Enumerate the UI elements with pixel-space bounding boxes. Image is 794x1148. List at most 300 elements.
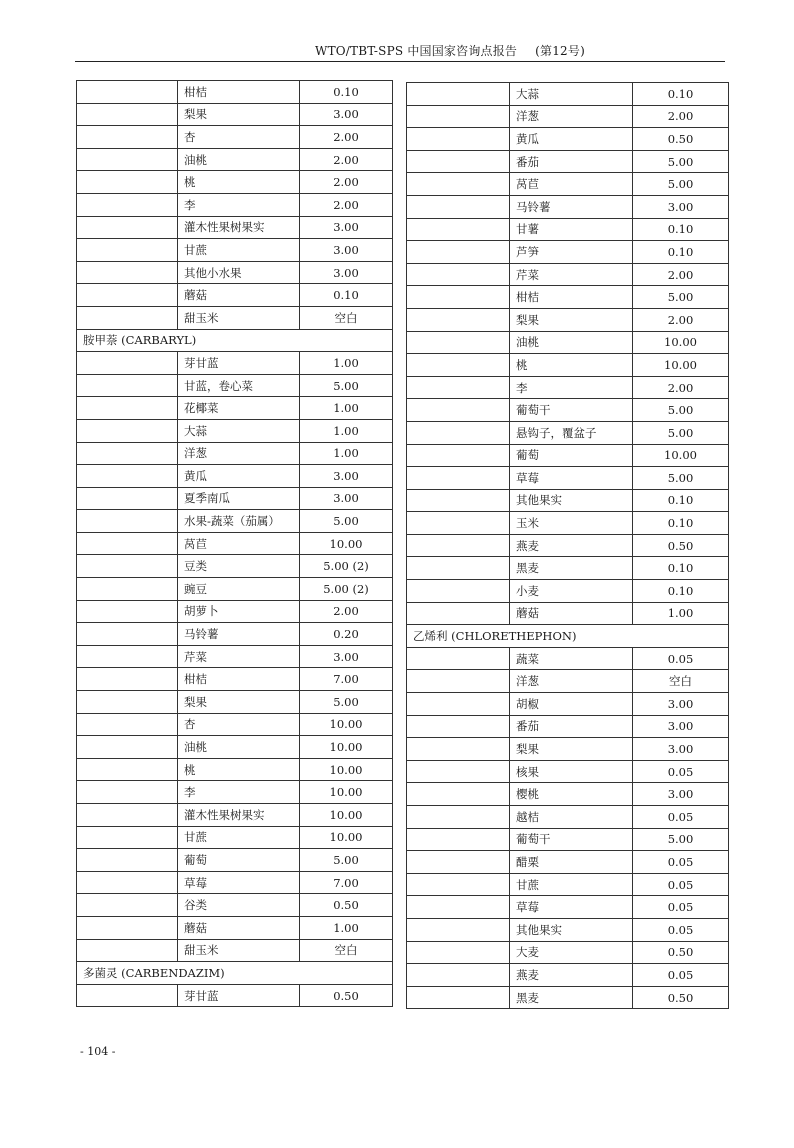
mrl-value-cell: 0.05 [633, 873, 729, 896]
table-row [77, 984, 393, 1007]
commodity-cell: 李 [178, 781, 300, 804]
mrl-value-cell: 0.05 [633, 806, 729, 829]
commodity-cell: 柑桔 [178, 668, 300, 691]
table-row [407, 399, 729, 422]
blank-cell [407, 150, 510, 173]
blank-cell [77, 103, 178, 126]
blank-cell [407, 263, 510, 286]
blank-cell [407, 286, 510, 309]
commodity-cell: 大麦 [510, 941, 633, 964]
table-row [77, 939, 393, 962]
blank-cell [77, 193, 178, 216]
mrl-value-cell: 3.00 [633, 195, 729, 218]
blank-cell [77, 939, 178, 962]
mrl-value-cell: 0.10 [633, 580, 729, 603]
mrl-value-cell: 0.05 [633, 760, 729, 783]
blank-cell [77, 916, 178, 939]
mrl-value-cell: 1.00 [300, 352, 393, 375]
commodity-cell: 杏 [178, 713, 300, 736]
commodity-cell: 柑桔 [178, 81, 300, 104]
table-row [407, 241, 729, 264]
table-row [407, 602, 729, 625]
mrl-value-cell: 3.00 [300, 103, 393, 126]
blank-cell [407, 986, 510, 1009]
table-row [407, 783, 729, 806]
blank-cell [407, 218, 510, 241]
table-row [77, 239, 393, 262]
mrl-value-cell: 5.00 [633, 399, 729, 422]
table-row [77, 510, 393, 533]
mrl-value-cell: 3.00 [300, 239, 393, 262]
commodity-cell: 甘蔗 [510, 873, 633, 896]
table-row [407, 647, 729, 670]
table-row [77, 284, 393, 307]
commodity-cell: 蘑菇 [178, 916, 300, 939]
blank-cell [407, 557, 510, 580]
table-row [407, 83, 729, 106]
blank-cell [407, 173, 510, 196]
table-row [77, 171, 393, 194]
commodity-cell: 草莓 [510, 896, 633, 919]
table-row [407, 828, 729, 851]
blank-cell [77, 532, 178, 555]
commodity-cell: 洋葱 [510, 105, 633, 128]
mrl-value-cell: 3.00 [633, 783, 729, 806]
mrl-value-cell: 0.10 [633, 83, 729, 106]
commodity-cell: 桃 [178, 758, 300, 781]
left-residue-table [76, 80, 393, 1007]
commodity-cell: 黑麦 [510, 986, 633, 1009]
mrl-value-cell: 3.00 [300, 261, 393, 284]
section-title: 多菌灵 (CARBENDAZIM) [77, 962, 393, 985]
blank-cell [407, 602, 510, 625]
mrl-value-cell: 2.00 [300, 126, 393, 149]
commodity-cell: 玉米 [510, 512, 633, 535]
mrl-value-cell: 0.10 [633, 489, 729, 512]
blank-cell [407, 105, 510, 128]
mrl-value-cell: 3.00 [300, 465, 393, 488]
table-row [407, 986, 729, 1009]
header-title: WTO/TBT-SPS 中国国家咨询点报告 [315, 44, 518, 58]
table-row [77, 81, 393, 104]
commodity-cell: 李 [510, 376, 633, 399]
blank-cell [407, 534, 510, 557]
mrl-value-cell: 10.00 [633, 354, 729, 377]
mrl-value-cell: 5.00 [300, 691, 393, 714]
blank-cell [77, 216, 178, 239]
table-row [77, 306, 393, 329]
blank-cell [77, 148, 178, 171]
commodity-cell: 草莓 [510, 467, 633, 490]
commodity-cell: 核果 [510, 760, 633, 783]
table-row [407, 512, 729, 535]
table-row [407, 286, 729, 309]
table-row [407, 331, 729, 354]
table-row [407, 263, 729, 286]
blank-cell [407, 308, 510, 331]
table-row [77, 916, 393, 939]
mrl-value-cell: 2.00 [633, 263, 729, 286]
table-row [407, 218, 729, 241]
blank-cell [77, 171, 178, 194]
commodity-cell: 越桔 [510, 806, 633, 829]
table-row [77, 103, 393, 126]
mrl-value-cell: 10.00 [300, 781, 393, 804]
mrl-value-cell: 10.00 [300, 713, 393, 736]
blank-cell [407, 241, 510, 264]
table-row [77, 352, 393, 375]
table-row [407, 670, 729, 693]
table-row [77, 442, 393, 465]
table-row [77, 419, 393, 442]
mrl-value-cell: 10.00 [633, 444, 729, 467]
blank-cell [407, 331, 510, 354]
commodity-cell: 燕麦 [510, 534, 633, 557]
header-issue: (第12号) [535, 44, 585, 58]
blank-cell [77, 239, 178, 262]
blank-cell [407, 489, 510, 512]
commodity-cell: 豆类 [178, 555, 300, 578]
commodity-cell: 胡椒 [510, 693, 633, 716]
blank-cell [407, 647, 510, 670]
table-row [407, 150, 729, 173]
mrl-value-cell: 7.00 [300, 871, 393, 894]
table-row [77, 668, 393, 691]
commodity-cell: 莴苣 [178, 532, 300, 555]
mrl-value-cell: 0.50 [633, 941, 729, 964]
blank-cell [77, 804, 178, 827]
mrl-value-cell: 0.05 [633, 647, 729, 670]
commodity-cell: 油桃 [178, 736, 300, 759]
blank-cell [77, 623, 178, 646]
commodity-cell: 悬钩子，覆盆子 [510, 421, 633, 444]
blank-cell [407, 738, 510, 761]
mrl-value-cell: 0.50 [633, 986, 729, 1009]
commodity-cell: 蔬菜 [510, 647, 633, 670]
table-row [407, 760, 729, 783]
commodity-cell: 水果-蔬菜（茄属） [178, 510, 300, 533]
mrl-value-cell: 10.00 [300, 532, 393, 555]
mrl-value-cell: 空白 [300, 939, 393, 962]
blank-cell [77, 419, 178, 442]
table-row [407, 195, 729, 218]
commodity-cell: 杏 [178, 126, 300, 149]
table-row [407, 354, 729, 377]
mrl-value-cell: 0.10 [300, 284, 393, 307]
table-row [77, 532, 393, 555]
blank-cell [407, 941, 510, 964]
table-row [77, 645, 393, 668]
commodity-cell: 甜玉米 [178, 939, 300, 962]
table-row [407, 896, 729, 919]
commodity-cell: 洋葱 [510, 670, 633, 693]
table-row [77, 555, 393, 578]
mrl-value-cell: 5.00 [633, 150, 729, 173]
commodity-cell: 甘蔗 [178, 239, 300, 262]
blank-cell [77, 284, 178, 307]
table-row [407, 308, 729, 331]
table-row [407, 105, 729, 128]
mrl-value-cell: 0.10 [633, 557, 729, 580]
mrl-value-cell: 2.00 [633, 308, 729, 331]
commodity-cell: 黑麦 [510, 557, 633, 580]
table-row [407, 806, 729, 829]
mrl-value-cell: 2.00 [633, 376, 729, 399]
blank-cell [77, 600, 178, 623]
mrl-value-cell: 5.00 (2) [300, 578, 393, 601]
mrl-value-cell: 0.10 [633, 512, 729, 535]
section-title: 乙烯利 (CHLORETHEPHON) [407, 625, 729, 648]
blank-cell [407, 421, 510, 444]
commodity-cell: 草莓 [178, 871, 300, 894]
blank-cell [77, 487, 178, 510]
table-row [407, 489, 729, 512]
blank-cell [407, 467, 510, 490]
blank-cell [77, 645, 178, 668]
table-row [77, 826, 393, 849]
blank-cell [77, 849, 178, 872]
mrl-value-cell: 0.05 [633, 896, 729, 919]
commodity-cell: 番茄 [510, 715, 633, 738]
commodity-cell: 桃 [178, 171, 300, 194]
table-row [77, 736, 393, 759]
table-row [407, 173, 729, 196]
commodity-cell: 谷类 [178, 894, 300, 917]
mrl-value-cell: 空白 [300, 306, 393, 329]
mrl-value-cell: 3.00 [633, 693, 729, 716]
mrl-value-cell: 3.00 [300, 487, 393, 510]
table-row [407, 467, 729, 490]
mrl-value-cell: 5.00 [633, 421, 729, 444]
mrl-value-cell: 2.00 [300, 600, 393, 623]
mrl-value-cell: 0.10 [633, 241, 729, 264]
commodity-cell: 其他小水果 [178, 261, 300, 284]
blank-cell [77, 261, 178, 284]
table-row [407, 128, 729, 151]
mrl-value-cell: 5.00 [300, 374, 393, 397]
mrl-value-cell: 2.00 [300, 148, 393, 171]
blank-cell [77, 668, 178, 691]
commodity-cell: 马铃薯 [510, 195, 633, 218]
mrl-value-cell: 10.00 [633, 331, 729, 354]
mrl-value-cell: 0.05 [633, 964, 729, 987]
commodity-cell: 其他果实 [510, 489, 633, 512]
blank-cell [77, 758, 178, 781]
table-row [77, 623, 393, 646]
mrl-value-cell: 2.00 [300, 171, 393, 194]
commodity-cell: 梨果 [178, 103, 300, 126]
table-row [77, 781, 393, 804]
table-row [407, 851, 729, 874]
commodity-cell: 灌木性果树果实 [178, 804, 300, 827]
table-row [77, 871, 393, 894]
blank-cell [77, 781, 178, 804]
mrl-value-cell: 3.00 [633, 738, 729, 761]
commodity-cell: 马铃薯 [178, 623, 300, 646]
commodity-cell: 大蒜 [178, 419, 300, 442]
commodity-cell: 芽甘蓝 [178, 984, 300, 1007]
section-header-row [407, 625, 729, 648]
blank-cell [77, 352, 178, 375]
blank-cell [407, 828, 510, 851]
blank-cell [77, 691, 178, 714]
commodity-cell: 樱桃 [510, 783, 633, 806]
right-residue-table [406, 82, 729, 1009]
blank-cell [77, 871, 178, 894]
commodity-cell: 李 [178, 193, 300, 216]
mrl-value-cell: 5.00 [633, 173, 729, 196]
mrl-value-cell: 3.00 [300, 645, 393, 668]
commodity-cell: 灌木性果树果实 [178, 216, 300, 239]
mrl-value-cell: 1.00 [300, 442, 393, 465]
table-row [77, 397, 393, 420]
mrl-value-cell: 10.00 [300, 758, 393, 781]
blank-cell [407, 964, 510, 987]
table-row [77, 691, 393, 714]
commodity-cell: 葡萄干 [510, 399, 633, 422]
blank-cell [77, 510, 178, 533]
table-row [407, 444, 729, 467]
table-row [77, 713, 393, 736]
blank-cell [407, 783, 510, 806]
mrl-value-cell: 10.00 [300, 736, 393, 759]
mrl-value-cell: 7.00 [300, 668, 393, 691]
table-row [407, 421, 729, 444]
blank-cell [407, 806, 510, 829]
table-row [77, 148, 393, 171]
commodity-cell: 油桃 [510, 331, 633, 354]
table-row [407, 873, 729, 896]
mrl-value-cell: 5.00 [300, 510, 393, 533]
commodity-cell: 梨果 [510, 738, 633, 761]
commodity-cell: 葡萄干 [510, 828, 633, 851]
blank-cell [77, 713, 178, 736]
table-row [77, 126, 393, 149]
blank-cell [407, 873, 510, 896]
table-row [407, 376, 729, 399]
commodity-cell: 莴苣 [510, 173, 633, 196]
table-row [77, 758, 393, 781]
commodity-cell: 大蒜 [510, 83, 633, 106]
table-row [77, 487, 393, 510]
blank-cell [407, 670, 510, 693]
table-row [77, 600, 393, 623]
mrl-value-cell: 5.00 (2) [300, 555, 393, 578]
blank-cell [407, 83, 510, 106]
blank-cell [77, 81, 178, 104]
commodity-cell: 甘蔗 [178, 826, 300, 849]
commodity-cell: 小麦 [510, 580, 633, 603]
blank-cell [407, 896, 510, 919]
commodity-cell: 胡萝卜 [178, 600, 300, 623]
commodity-cell: 洋葱 [178, 442, 300, 465]
blank-cell [407, 760, 510, 783]
table-row [407, 534, 729, 557]
table-row [407, 580, 729, 603]
mrl-value-cell: 0.50 [633, 128, 729, 151]
commodity-cell: 芽甘蓝 [178, 352, 300, 375]
mrl-value-cell: 0.10 [300, 81, 393, 104]
table-row [77, 804, 393, 827]
blank-cell [77, 984, 178, 1007]
section-header-row [77, 962, 393, 985]
commodity-cell: 蘑菇 [510, 602, 633, 625]
commodity-cell: 芹菜 [178, 645, 300, 668]
mrl-value-cell: 5.00 [300, 849, 393, 872]
mrl-value-cell: 5.00 [633, 467, 729, 490]
mrl-value-cell: 3.00 [633, 715, 729, 738]
mrl-value-cell: 0.50 [300, 894, 393, 917]
mrl-value-cell: 0.05 [633, 851, 729, 874]
table-row [407, 738, 729, 761]
commodity-cell: 甘薯 [510, 218, 633, 241]
blank-cell [407, 918, 510, 941]
table-row [407, 715, 729, 738]
blank-cell [77, 736, 178, 759]
mrl-value-cell: 2.00 [633, 105, 729, 128]
blank-cell [77, 826, 178, 849]
blank-cell [407, 195, 510, 218]
blank-cell [407, 354, 510, 377]
blank-cell [407, 693, 510, 716]
commodity-cell: 黄瓜 [178, 465, 300, 488]
blank-cell [77, 397, 178, 420]
commodity-cell: 燕麦 [510, 964, 633, 987]
blank-cell [407, 851, 510, 874]
commodity-cell: 豌豆 [178, 578, 300, 601]
commodity-cell: 梨果 [510, 308, 633, 331]
mrl-value-cell: 5.00 [633, 286, 729, 309]
section-title: 胺甲萘 (CARBARYL) [77, 329, 393, 352]
commodity-cell: 油桃 [178, 148, 300, 171]
table-row [407, 693, 729, 716]
page-header [190, 42, 710, 59]
mrl-value-cell: 3.00 [300, 216, 393, 239]
blank-cell [407, 444, 510, 467]
table-row [77, 849, 393, 872]
blank-cell [77, 894, 178, 917]
mrl-value-cell: 1.00 [633, 602, 729, 625]
commodity-cell: 葡萄 [510, 444, 633, 467]
mrl-value-cell: 0.10 [633, 218, 729, 241]
commodity-cell: 芹菜 [510, 263, 633, 286]
blank-cell [77, 465, 178, 488]
blank-cell [77, 578, 178, 601]
table-row [77, 374, 393, 397]
blank-cell [77, 374, 178, 397]
mrl-value-cell: 0.50 [300, 984, 393, 1007]
blank-cell [407, 512, 510, 535]
commodity-cell: 梨果 [178, 691, 300, 714]
section-header-row [77, 329, 393, 352]
mrl-value-cell: 1.00 [300, 916, 393, 939]
blank-cell [77, 555, 178, 578]
blank-cell [407, 580, 510, 603]
commodity-cell: 其他果实 [510, 918, 633, 941]
table-row [77, 261, 393, 284]
commodity-cell: 芦笋 [510, 241, 633, 264]
mrl-value-cell: 2.00 [300, 193, 393, 216]
mrl-value-cell: 1.00 [300, 419, 393, 442]
mrl-value-cell: 0.50 [633, 534, 729, 557]
table-row [77, 578, 393, 601]
commodity-cell: 蘑菇 [178, 284, 300, 307]
page-number: - 104 - [80, 1045, 116, 1058]
blank-cell [77, 442, 178, 465]
blank-cell [407, 376, 510, 399]
mrl-value-cell: 0.20 [300, 623, 393, 646]
commodity-cell: 葡萄 [178, 849, 300, 872]
